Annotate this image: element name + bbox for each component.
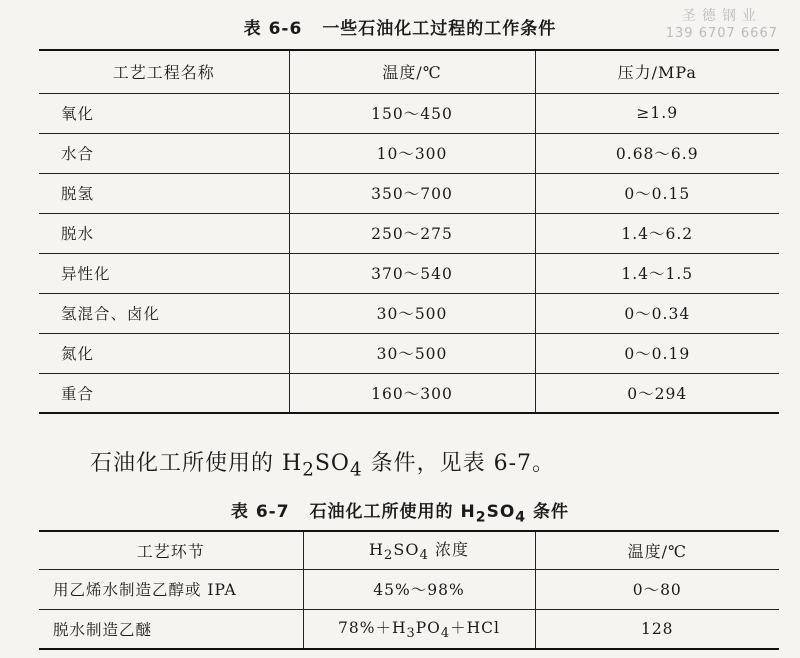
header-process-step: 工艺环节 xyxy=(39,531,303,569)
subscript: 4 xyxy=(349,459,363,481)
process-step-cell: 脱水制造乙醚 xyxy=(39,609,303,649)
paragraph-text: 条件，见表 6-7。 xyxy=(362,451,556,476)
process-name-cell: 重合 xyxy=(39,373,289,413)
header-temperature: 温度/℃ xyxy=(535,531,779,569)
temperature-cell: 30～500 xyxy=(289,333,535,373)
table-6-7-number: 表 6-7 xyxy=(230,502,290,522)
pressure-cell: 1.4～1.5 xyxy=(535,253,779,293)
header-text: 浓度 xyxy=(428,540,470,560)
table-6-6-caption xyxy=(0,14,800,39)
process-name-cell: 异性化 xyxy=(39,253,289,293)
table-row xyxy=(39,93,779,133)
cell-text: 78%＋H xyxy=(338,619,407,638)
header-process-name: 工艺工程名称 xyxy=(39,50,289,93)
temperature-cell: 350～700 xyxy=(289,173,535,213)
header-text: SO xyxy=(393,540,420,560)
pressure-cell: ≥1.9 xyxy=(535,93,779,133)
table-6-7 xyxy=(39,530,779,650)
cell-text: ＋HCl xyxy=(450,619,500,638)
concentration-cell: 45%～98% xyxy=(303,569,535,609)
paragraph-text: SO xyxy=(314,451,350,476)
table-6-6 xyxy=(39,49,779,414)
table-6-7-title: 条件 xyxy=(526,502,570,522)
subscript: 3 xyxy=(406,626,416,642)
table-6-6-title: 一些石油化工过程的工作条件 xyxy=(322,19,557,39)
table-row xyxy=(39,213,779,253)
subscript: 2 xyxy=(302,459,315,481)
table-6-6-number: 表 6-6 xyxy=(243,19,303,39)
temperature-cell: 250～275 xyxy=(289,213,535,253)
table-row xyxy=(39,609,779,649)
table-row xyxy=(39,333,779,373)
pressure-cell: 0～0.19 xyxy=(535,333,779,373)
table-6-7-caption xyxy=(0,497,800,525)
header-pressure: 压力/MPa xyxy=(535,50,779,93)
header-text: H xyxy=(368,540,384,560)
process-name-cell: 氮化 xyxy=(39,333,289,373)
header-concentration xyxy=(303,531,535,569)
temperature-cell: 160～300 xyxy=(289,373,535,413)
pressure-cell: 0～0.34 xyxy=(535,293,779,333)
subscript: 4 xyxy=(440,626,451,642)
table-6-7-title: 石油化工所使用的 H xyxy=(309,502,476,522)
process-name-cell: 脱氢 xyxy=(39,173,289,213)
table-header-row xyxy=(39,531,779,569)
subscript: 4 xyxy=(419,548,429,564)
table-row xyxy=(39,173,779,213)
temperature-cell: 10～300 xyxy=(289,133,535,173)
paragraph-text: 石油化工所使用的 H xyxy=(90,451,303,476)
process-name-cell: 脱水 xyxy=(39,213,289,253)
temperature-cell: 0～80 xyxy=(535,569,779,609)
concentration-cell xyxy=(303,609,535,649)
table-row xyxy=(39,253,779,293)
process-name-cell: 氢混合、卤化 xyxy=(39,293,289,333)
subscript: 2 xyxy=(383,548,394,564)
pressure-cell: 0.68～6.9 xyxy=(535,133,779,173)
pressure-cell: 0～294 xyxy=(627,384,688,403)
process-name-cell: 氧化 xyxy=(39,93,289,133)
table-header-row xyxy=(39,50,779,93)
temperature-cell: 128 xyxy=(640,619,674,638)
table-row xyxy=(39,373,779,413)
subscript: 2 xyxy=(475,509,487,526)
process-name-cell: 水合 xyxy=(39,133,289,173)
watermark-company: 圣德钢业 xyxy=(681,8,762,24)
temperature-cell: 150～450 xyxy=(289,93,535,133)
table-row xyxy=(39,133,779,173)
pressure-cell: 0～0.15 xyxy=(535,173,779,213)
temperature-cell: 370～540 xyxy=(289,253,535,293)
watermark-phone: 139 6707 6667 xyxy=(665,25,778,41)
temperature-cell: 30～500 xyxy=(289,293,535,333)
process-step-cell: 用乙烯水制造乙醇或 IPA xyxy=(39,569,303,609)
table-6-7-title: SO xyxy=(486,502,516,522)
table-row xyxy=(39,569,779,609)
header-temperature: 温度/℃ xyxy=(289,50,535,93)
body-paragraph xyxy=(90,446,555,480)
cell-text: PO xyxy=(415,619,441,638)
subscript: 4 xyxy=(515,509,527,526)
table-row xyxy=(39,293,779,333)
pressure-cell: 1.4～6.2 xyxy=(535,213,779,253)
